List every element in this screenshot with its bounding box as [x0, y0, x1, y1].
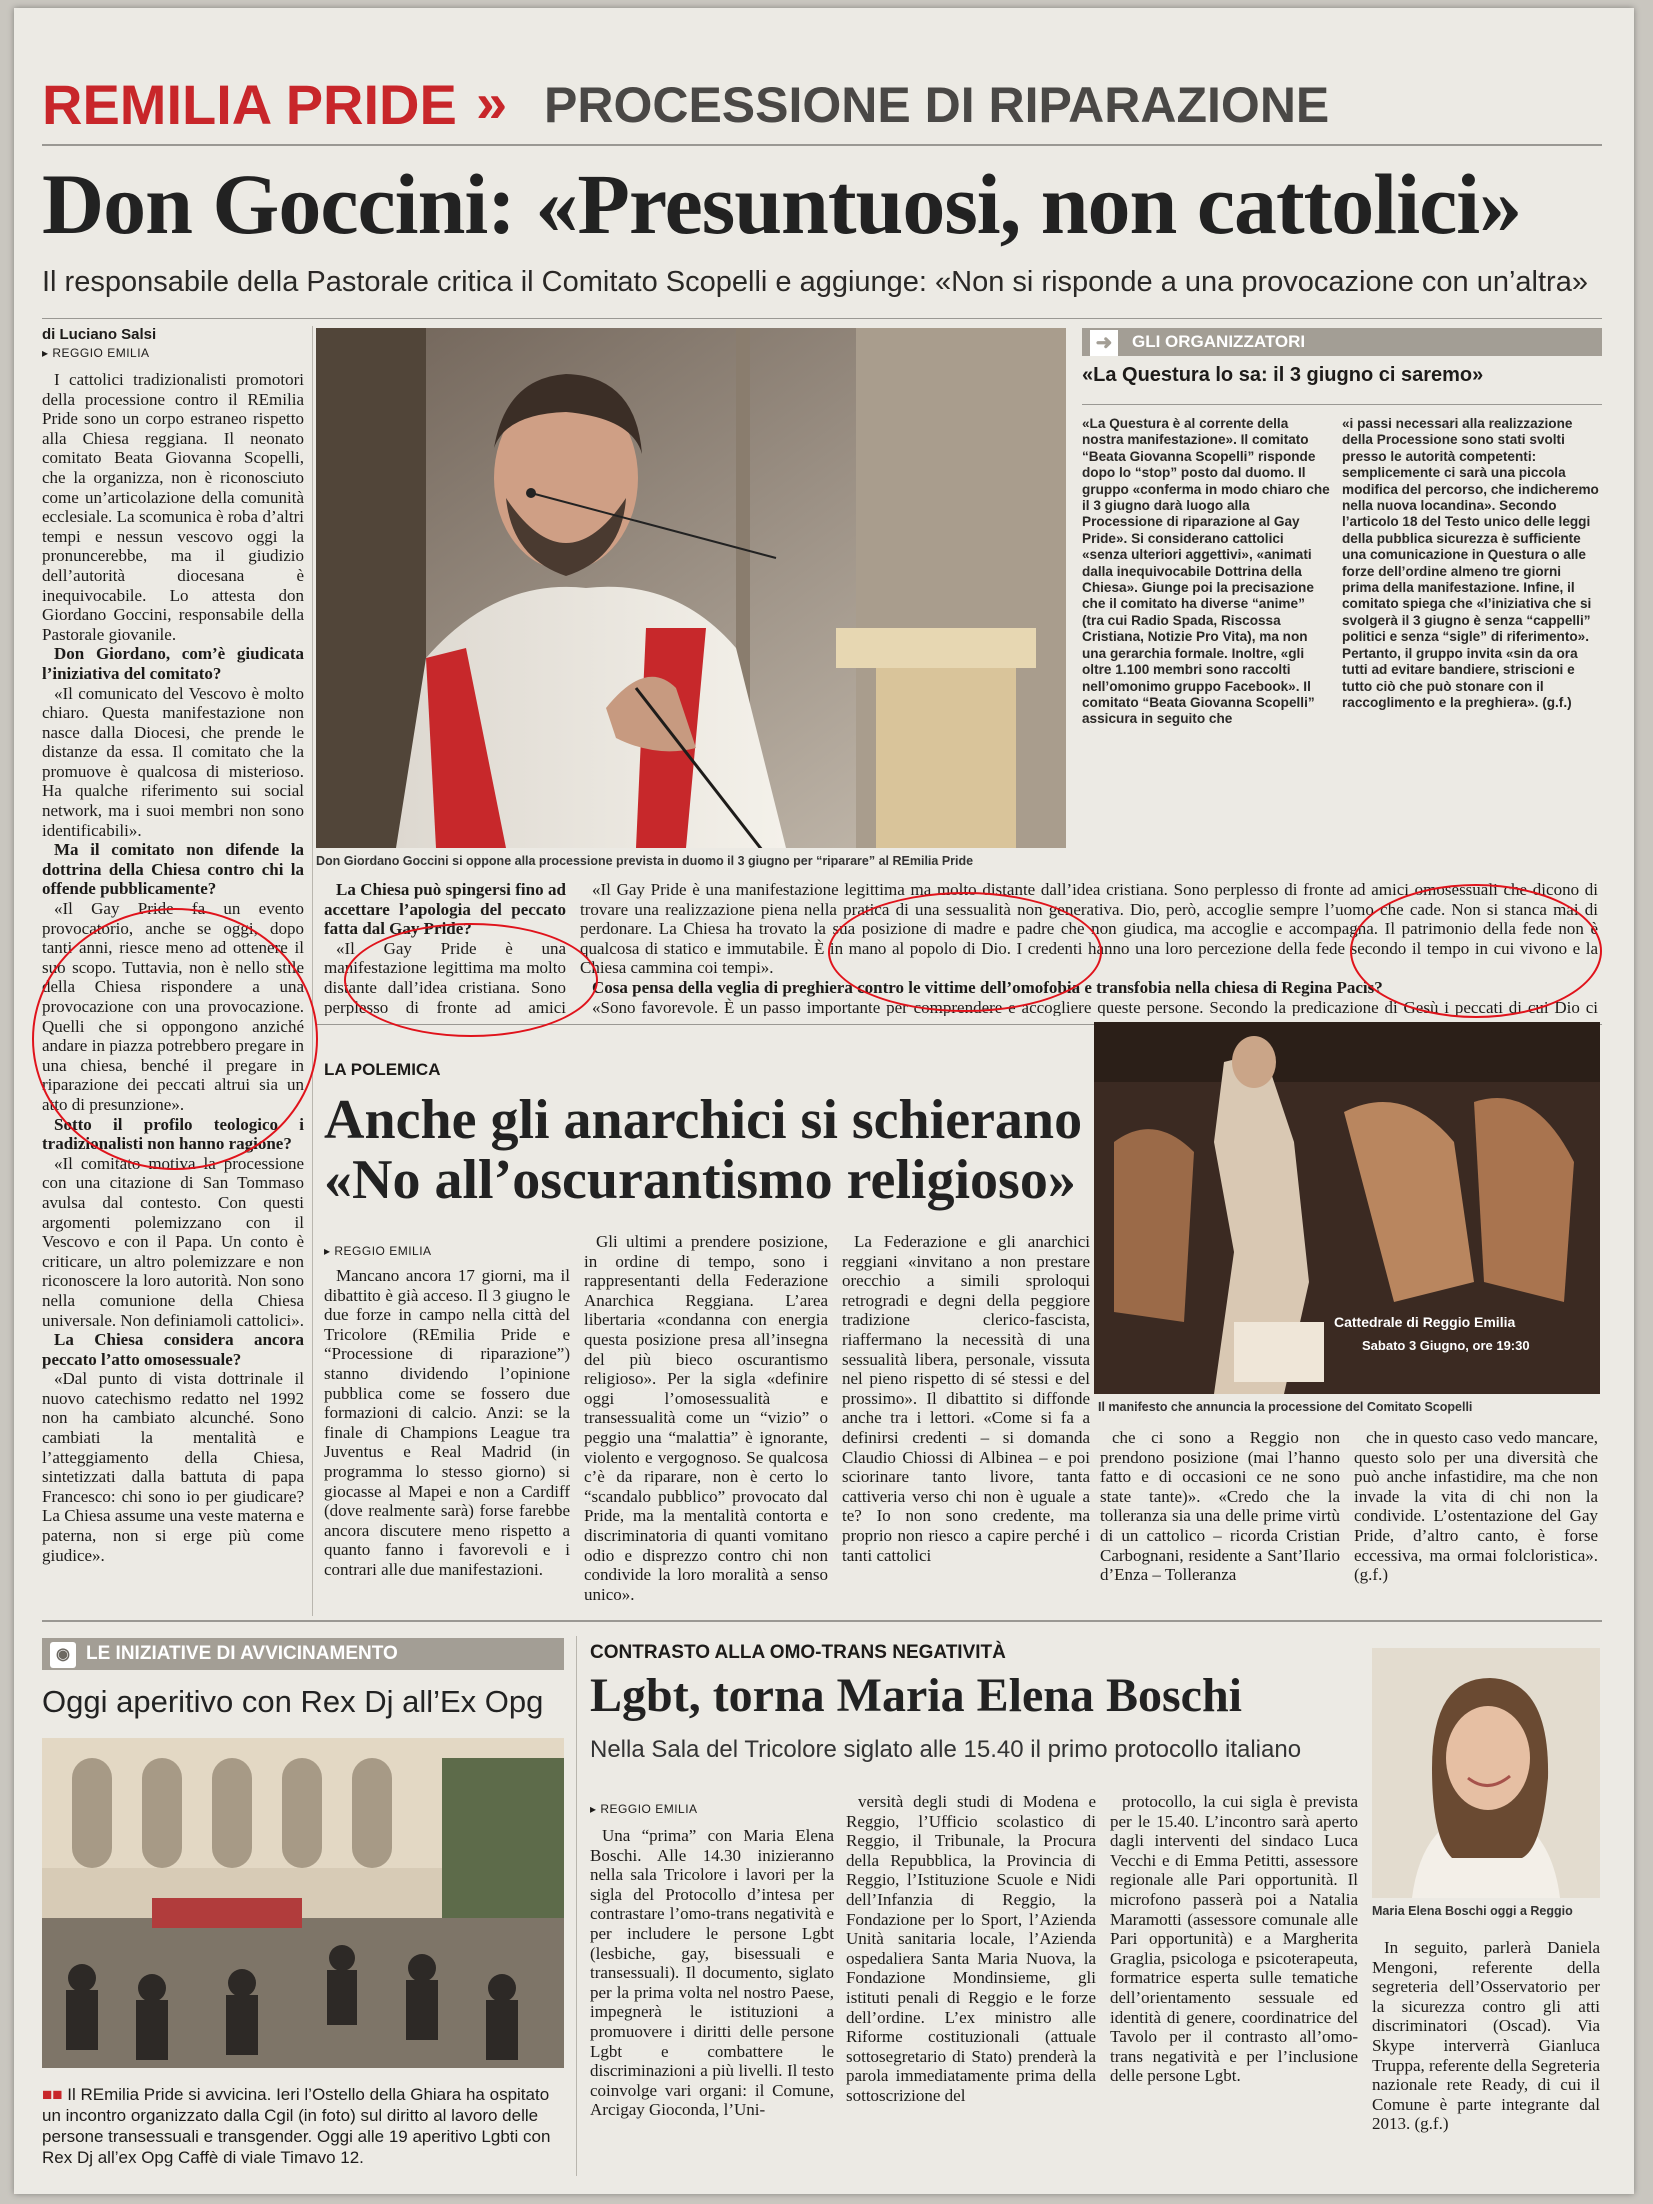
- article3-kicker: CONTRASTO ALLA OMO-TRANS NEGATIVITÀ: [590, 1642, 1006, 1663]
- main-headline: Don Goccini: «Presuntuosi, non cattolici»: [42, 156, 1522, 252]
- priest-photo: [316, 328, 1066, 848]
- box-label: ◉ LE INIZIATIVE DI AVVICINAMENTO: [42, 1638, 564, 1670]
- sidebar-title: «La Questura lo sa: il 3 giugno ci saremo»: [1082, 364, 1484, 386]
- article2-headline: Anche gli anarchici si schierano «No all’oscurantismo religioso»: [324, 1089, 1083, 1211]
- poster-text-1: Cattedrale di Reggio Emilia: [1334, 1314, 1516, 1330]
- red-circle-annotation: [828, 892, 1102, 1012]
- article2-col5: che in questo caso vedo mancare, questo solo per una diversità che può anche infastidire, ma che non invade la vita di chi non la condivide. L’ostentazione del Gay Pride, d’altro canto, è forse eccessiva, ma ormai folcloristica». (g.f.): [1354, 1428, 1598, 1585]
- header-rule: [42, 144, 1602, 146]
- arrow-icon: ➜: [1090, 330, 1118, 356]
- column-divider: [312, 326, 313, 1616]
- article2-col2: Gli ultimi a prendere posizione, in ordine di tempo, sono i rappresentanti della Federazione Anarchica Reggiana. L’area libertaria «condanna con energia questa posizione presa all’insegna del più bieco oscurantismo religioso». Per la sigla «definire oggi l’omosessualità e transessualità come un “vizio” o peggio una “malattia” è ignorante, violento e vergognoso. Se qualcosa c’è da riparare, non è certo lo “scandalo pubblico” provocato dal Pride, ma la mentalità contorta e discriminatoria di quanti vomitano odio e disprezzo contro chi non condivide la loro moralità a senso unico».: [584, 1232, 828, 1604]
- boschi-photo: [1372, 1648, 1600, 1898]
- red-circle-annotation: [1350, 884, 1602, 1018]
- boschi-caption: Maria Elena Boschi oggi a Reggio: [1372, 1904, 1573, 1918]
- subhead-rule: [42, 318, 1602, 319]
- poster-caption: Il manifesto che annuncia la processione del Comitato Scopelli: [1098, 1400, 1473, 1414]
- article2-dateline: ▸ REGGIO EMILIA: [324, 1244, 432, 1258]
- box-initiatives: [42, 1638, 564, 1670]
- box-title: Oggi aperitivo con Rex Dj all’Ex Opg: [42, 1684, 544, 1719]
- main-subhead: Il responsabile della Pastorale critica il Comitato Scopelli e aggiunge: «Non si risponde a una provocazione con un’altra»: [42, 266, 1588, 298]
- article2-label: LA POLEMICA: [324, 1060, 441, 1079]
- poster-image: [1094, 1022, 1600, 1394]
- sidebar-rule: [1082, 404, 1602, 405]
- article2-col4: che ci sono a Reggio non prendono posizione (mai l’hanno fatto e di occasioni ce ne sono state tante)». «Credo che la tolleranza sia una delle prime virtù di un cattolico – ricorda Cristian Carbognani, residente a Sant’Ilario d’Enza – Tolleranza: [1100, 1428, 1340, 1585]
- bottom-section-rule: [42, 1620, 1602, 1622]
- article1-column: I cattolici tradizionalisti promotori della processione contro il REmilia Pride sono un corpo estraneo rispetto alla Chiesa reggiana. Il neonato comitato Beata Giovanna Scopelli, che la organizza, non è riconosciuto come un’articolazione della comunità ecclesiale. La scomunica è roba d’altri tempi e nessun vescovo oggi la pronuncerebbe, ma il giudizio dell’autorità diocesana è inequivocabile. Lo attesta don Giordano Goccini, responsabile della Pastorale giovanile. Don Giordano, com’è giudicata l’iniziativa del comitato? «Il comunicato del Vescovo è molto chiaro. Questa manifestazione non nasce dalla Diocesi, che prende le distanze da essa. Il comitato che la promuove è qualcosa di misterioso. Ha qualche riferimento sui social network, ma i suoi membri non sono identificabili». Ma il comitato non difende la dottrina della Chiesa contro chi la offende pubblicamente? «Il Gay Pride fa un evento provocatorio, anche se oggi, dopo tanti anni, riesce meno ad ottenere il suo scopo. Tuttavia, non è nello stile della Chiesa rispondere a una provocazione con una provocazione. Quelli che si oppongono anziché andare in piazza potrebbero pregare in una chiesa, benché il pregare in riparazione dei peccati altrui sia un atto di presunzione». Sotto il profilo teologico i tradizionalisti non hanno ragione? «Il comitato motiva la processione con una citazione di San Tommaso avulsa dal contesto. Con questi argomenti polemizzano con il Vescovo e con il Papa. Un conto è criticare, un altro polemizzare e non riconoscere la loro autorità. Non sono nella comunione della Chiesa universale. Non definiamoli cattolici». La Chiesa considera ancora peccato l’atto omosessuale? «Dal punto di vista dottrinale il nuovo catechismo redatto nel 1992 non ha cambiato alcunché. Sono cambiati la mentalità e l’atteggiamento della Chiesa, sintetizzati dalla battuta di papa Francesco: chi sono io per giudicare? La Chiesa assume una veste materna e paterna, non si erge più come giudice».: [42, 370, 304, 1565]
- sidebar-organizzatori: [1082, 328, 1602, 387]
- sidebar-col1: «La Questura è al corrente della nostra manifestazione». Il comitato “Beata Giovanna Scopelli” risponde dopo lo “stop” posto dal duomo. Il gruppo «conferma in modo chiaro che il 3 giugno darà luogo alla Processione di riparazione al Gay Pride». Si considerano cattolici «senza ulteriori aggettivi», «animati dalla inequivocabile Dottrina della Chiesa». Giunge poi la precisazione che il comitato ha diverse “anime” (tra cui Radio Spada, Riscossa Cristiana, Notizie Pro Vita), ma non una gerarchia formale. Inoltre, «gli oltre 1.100 membri sono raccolti nell’omonimo gruppo Facebook». Il comitato “Beata Giovanna Scopelli” assicura in seguito che: [1082, 416, 1330, 727]
- eye-icon: ◉: [50, 1642, 76, 1668]
- article3-col4: In seguito, parlerà Daniela Mengoni, referente della segreteria dell’Osservatorio per la sicurezza contro gli atti discriminatori (Oscad). Via Skype interverrà Gianluca Truppa, referente della Segreteria nazionale rete Ready, di cui il Comune è parte integrante dal 2013. (g.f.): [1372, 1938, 1600, 2134]
- article2-col1: Mancano ancora 17 giorni, ma il dibattito è già acceso. Il 3 giugno le due forze in campo nella città del Tricolore (REmilia Pride e “Processione di riparazione”) stanno dividendo l’opinione pubblica come se fossero due formazioni di calcio. Anzi: se la finale di Champions League tra Juventus e Real Madrid (in programma lo stesso giorno) si giocasse al Mapei e non a Cardiff (dove realmente sarà) forse farebbe ancora discutere meno rispetto a quanto fanno i favorevoli e i contrari alle due manifestazioni.: [324, 1266, 570, 1579]
- red-circle-annotation: [344, 923, 598, 1037]
- newspaper-page: [14, 8, 1634, 2194]
- red-circle-annotation: [32, 908, 318, 1170]
- box-photo: [42, 1738, 564, 2068]
- box-text: ■■ Il REmilia Pride si avvicina. Ieri l’Ostello della Ghiara ha ospitato un incontro organizzato dalla Cgil (in foto) sul diritto al lavoro delle persone transessuali e transgender. Oggi alle 19 aperitivo Lgbti con Rex Dj all’ex Opg Caffè di viale Timavo 12.: [42, 2085, 551, 2167]
- article1-cont-col1: La Chiesa può spingersi fino ad accettare l’apologia del peccato fatta dal Gay Pride? «Il Gay Pride è una manifestazione legittima ma molto distante dall’idea cristiana. Sono perplesso di fronte ad amici: [324, 880, 566, 1016]
- article3-col1: Una “prima” con Maria Elena Boschi. Alle 14.30 inizieranno nella sala Tricolore i lavori per la sigla del Protocollo d’intesa per contrastare l’omo-trans negatività e per includere le persone Lgbt (lesbiche, gay, bisessuali e transessuali). Il documento, siglato per la prima volta nel nostro Paese, impegnerà le istituzioni a promuovere i diritti delle persone Lgbt e combattere le discriminazioni a più livelli. Il testo coinvolge vari organi: il Comune, Arcigay Gioconda, l’Uni-: [590, 1826, 834, 2120]
- column-divider: [576, 1636, 577, 2176]
- section-kicker: REMILIA PRIDE: [42, 73, 457, 136]
- article2-col3: La Federazione e gli anarchici reggiani «invitano a non prestare orecchio a simili sproloqui retrogradi e degni della peggiore tradizione clerico-fascista, riaffermano la necessità di una sessualità libera, personale, vissuta nel pieno rispetto di sé stessi e del prossimo». Il dibattito si diffonde anche tra i lettori. «Come si fa a definirsi credenti – si domanda Claudio Chiossi di Albinea – e poi sciorinare tanto livore, tanta cattiveria verso chi non è uguale a te? Io non sono credente, ma proprio non riesco a capire perché i tanti cattolici: [842, 1232, 1090, 1565]
- red-squares-icon: ■■: [42, 2085, 63, 2104]
- article3-headline: Lgbt, torna Maria Elena Boschi: [590, 1669, 1243, 1722]
- article3-dateline: ▸ REGGIO EMILIA: [590, 1802, 698, 1816]
- portrait-photo: [1372, 1648, 1600, 1898]
- dateline: ▸ REGGIO EMILIA: [42, 346, 150, 360]
- article3-col2: versità degli studi di Modena e Reggio, l’Ufficio scolastico di Reggio, il Tribunale, la Procura della Repubblica, la Provincia di Reggio, l’Istituzione Scuole e Nidi dell’Infanzia di Reggio, la Fondazione per lo Sport, l’Azienda Unità sanitaria locale, l’Azienda ospedaliera Santa Maria Nuova, la Fondazione Mondinsieme, gli istituti penali di Reggio e le forze dell’ordine. L’ex ministro alle Riforme costituzionali (attuale sottosegretario di Stato) prenderà la parola immediatamente prima della sottoscrizione del: [846, 1792, 1096, 2105]
- article3-col3: protocollo, la cui sigla è prevista per le 15.40. L’incontro sarà aperto dagli interventi del sindaco Luca Vecchi e di Emma Petitti, assessore regionale alle Pari opportunità. Il microfono passerà poi a Natalia Maramotti (assessore comunale alle Pari opportunità) e a Margherita Graglia, psicologa e psicoterapeuta, formatrice esperta sulle tematiche dell’orientamento sessuale ed identità di genere, coordinatrice del Tavolo per il contrasto all’omo-trans negatività e per l’inclusione delle persone Lgbt.: [1110, 1792, 1358, 2086]
- sidebar-col2: «i passi necessari alla realizzazione della Processione sono stati svolti presso le autorità competenti: semplicemente ci sarà una piccola modifica del percorso, che indicheremo nella nuova locandina». Secondo l’articolo 18 del Testo unico delle leggi della pubblica sicurezza è sufficiente una comunicazione in Questura o alle forze dell’ordine almeno tre giorni prima della manifestazione. Infine, il comitato spiega che «l’iniziativa che si svolgerà il 3 giugno è senza “cappelli” politici e senza “sigle” di riferimento». Pertanto, il gruppo invita «sin da ora tutti ad evitare bandiere, striscioni e tutto ciò che può stonare con il raccoglimento e la preghiera». (g.f.): [1342, 416, 1599, 710]
- article3-subhead: Nella Sala del Tricolore siglato alle 15.40 il primo protocollo italiano: [590, 1736, 1302, 1763]
- meeting-photo: [42, 1738, 564, 2068]
- byline: di Luciano Salsi: [42, 326, 157, 343]
- section-subkicker: PROCESSIONE DI RIPARAZIONE: [544, 77, 1330, 133]
- main-photo: [316, 328, 1066, 848]
- main-photo-caption: Don Giordano Goccini si oppone alla processione prevista in duomo il 3 giugno per “riparare” al REmilia Pride: [316, 854, 974, 868]
- poster-text-2: Sabato 3 Giugno, ore 19:30: [1362, 1338, 1530, 1353]
- article1-cont-rest: «Il Gay Pride è una manifestazione legittima ma molto distante dall’idea cristiana. Sono perplesso di fronte ad amici omosessuali che dicono di trovare una realizzazione piena nella pratica di una sessualità non generativa. Dio, però, accoglie sempre l’uomo che cade. Non si stanca mai di perdonare. La Chiesa ha trovato la sua posizione di madre e padre che non giudica, ma accoglie e accompagna. Il patrimonio della fede non è qualcosa di statico e immutabile. È in mano al popolo di Dio. I credenti hanno una loro percezione della fede secondo il tempo in cui vivono e la Chiesa cammina coi tempi». Cosa pensa della veglia di preghiera contro le vittime dell’omofobia e transfobia nella chiesa di Regina Pacis? «Sono favorevole. È un passo importante per comprendere e accogliere queste persone. Secondo la predicazione di Gesù i peccati di cui Dio ci: [580, 880, 1598, 1016]
- kicker-arrow: »: [476, 71, 508, 134]
- sidebar-label: ➜ GLI ORGANIZZATORI: [1082, 328, 1602, 356]
